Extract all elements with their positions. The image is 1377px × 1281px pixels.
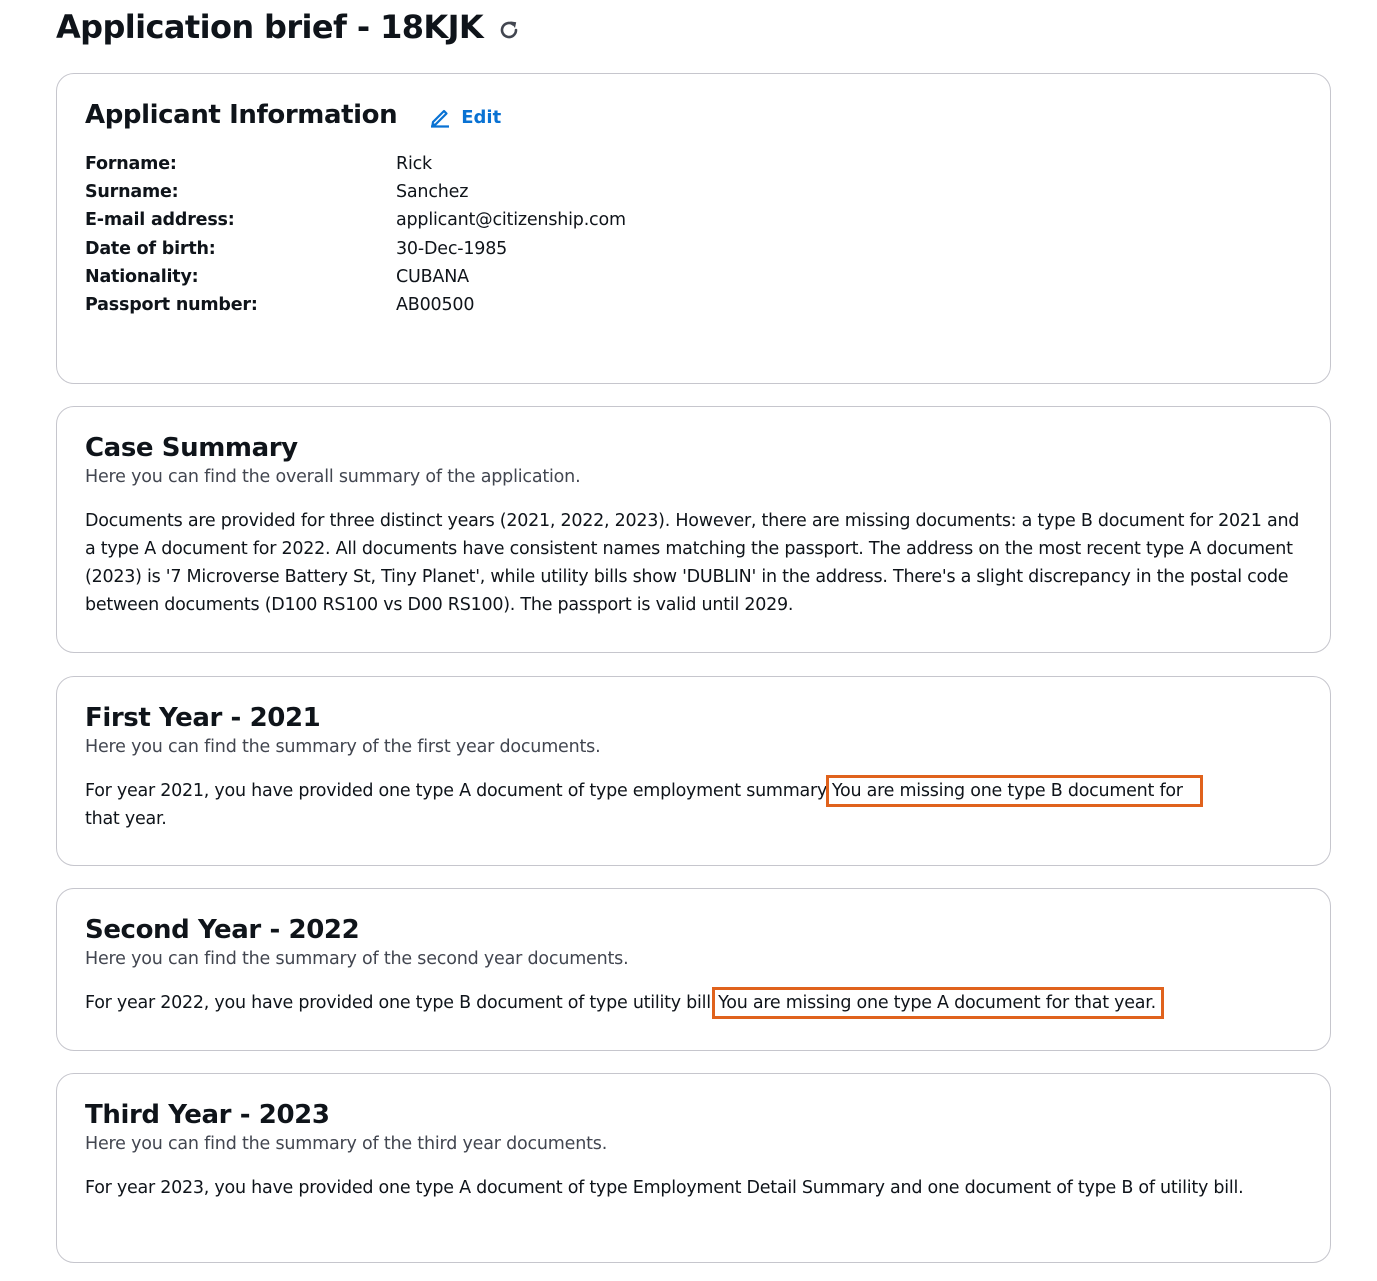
page-title: Application brief - 18KJK: [56, 8, 484, 46]
first-year-body-main: For year 2021, you have provided one type A document of type employment summary.: [85, 781, 830, 801]
second-year-title: Second Year - 2022: [85, 915, 360, 945]
first-year-body: [85, 777, 1302, 833]
edit-button[interactable]: [429, 106, 501, 128]
first-year-body-tail: that year.: [85, 809, 167, 829]
third-year-card: [56, 1073, 1331, 1263]
third-year-title: Third Year - 2023: [85, 1100, 330, 1130]
field-label: E-mail address:: [85, 210, 235, 231]
field-row-surname: [85, 178, 1302, 206]
pencil-icon: [429, 106, 451, 128]
field-value: Rick: [396, 154, 432, 174]
refresh-button[interactable]: [495, 16, 523, 44]
field-value: Sanchez: [396, 182, 469, 203]
field-label: Forname:: [85, 154, 177, 174]
field-label: Nationality:: [85, 266, 199, 287]
case-summary-subtitle: Here you can find the overall summary of the application.: [85, 467, 581, 487]
page-header: [56, 4, 523, 50]
second-year-body: [85, 989, 1302, 1017]
field-label: Surname:: [85, 182, 179, 203]
third-year-subtitle: Here you can find the summary of the third year documents.: [85, 1134, 608, 1154]
field-value: CUBANA: [396, 266, 469, 287]
field-row-nationality: [85, 263, 1302, 291]
missing-document-highlight: You are missing one type B document for: [830, 779, 1199, 803]
field-row-forname: [85, 150, 1302, 178]
applicant-info-header: [85, 100, 1302, 130]
field-row-email: [85, 206, 1302, 234]
field-row-passport-number: [85, 291, 1302, 319]
edit-label: Edit: [461, 106, 502, 128]
case-summary-title: Case Summary: [85, 433, 298, 463]
second-year-subtitle: Here you can find the summary of the second year documents.: [85, 949, 629, 969]
field-label: Passport number:: [85, 294, 258, 315]
applicant-info-card: [56, 73, 1331, 384]
field-value: applicant@citizenship.com: [396, 210, 626, 231]
field-row-date-of-birth: [85, 235, 1302, 263]
field-label: Date of birth:: [85, 238, 216, 259]
first-year-subtitle: Here you can find the summary of the first year documents.: [85, 737, 601, 757]
refresh-icon: [497, 18, 521, 42]
field-value: 30-Dec-1985: [396, 238, 508, 259]
third-year-body: For year 2023, you have provided one type A document of type Employment Detail Summary and one document of type B of utility bill.: [85, 1178, 1244, 1198]
second-year-body-main: For year 2022, you have provided one type B document of type utility bill.: [85, 993, 717, 1013]
missing-document-highlight: You are missing one type A document for that year.: [716, 991, 1160, 1015]
field-value: AB00500: [396, 294, 475, 315]
case-summary-body: Documents are provided for three distinct years (2021, 2022, 2023). However, there are missing documents: a type B document for 2021 and a type A document for 2022. All documents have consistent names matching the passport. The address on the most recent type A document (2023) is '7 Microverse Battery St, Tiny Planet', while utility bills show 'DUBLIN' in the address. There's a slight discrepancy in the postal code between documents (D100 RS100 vs D00 RS100). The passport is valid until 2029.: [85, 511, 1300, 615]
first-year-card: [56, 676, 1331, 866]
first-year-title: First Year - 2021: [85, 703, 321, 733]
second-year-card: [56, 888, 1331, 1051]
applicant-fields: [85, 150, 1302, 319]
case-summary-card: [56, 406, 1331, 653]
applicant-info-title: Applicant Information: [85, 100, 398, 130]
